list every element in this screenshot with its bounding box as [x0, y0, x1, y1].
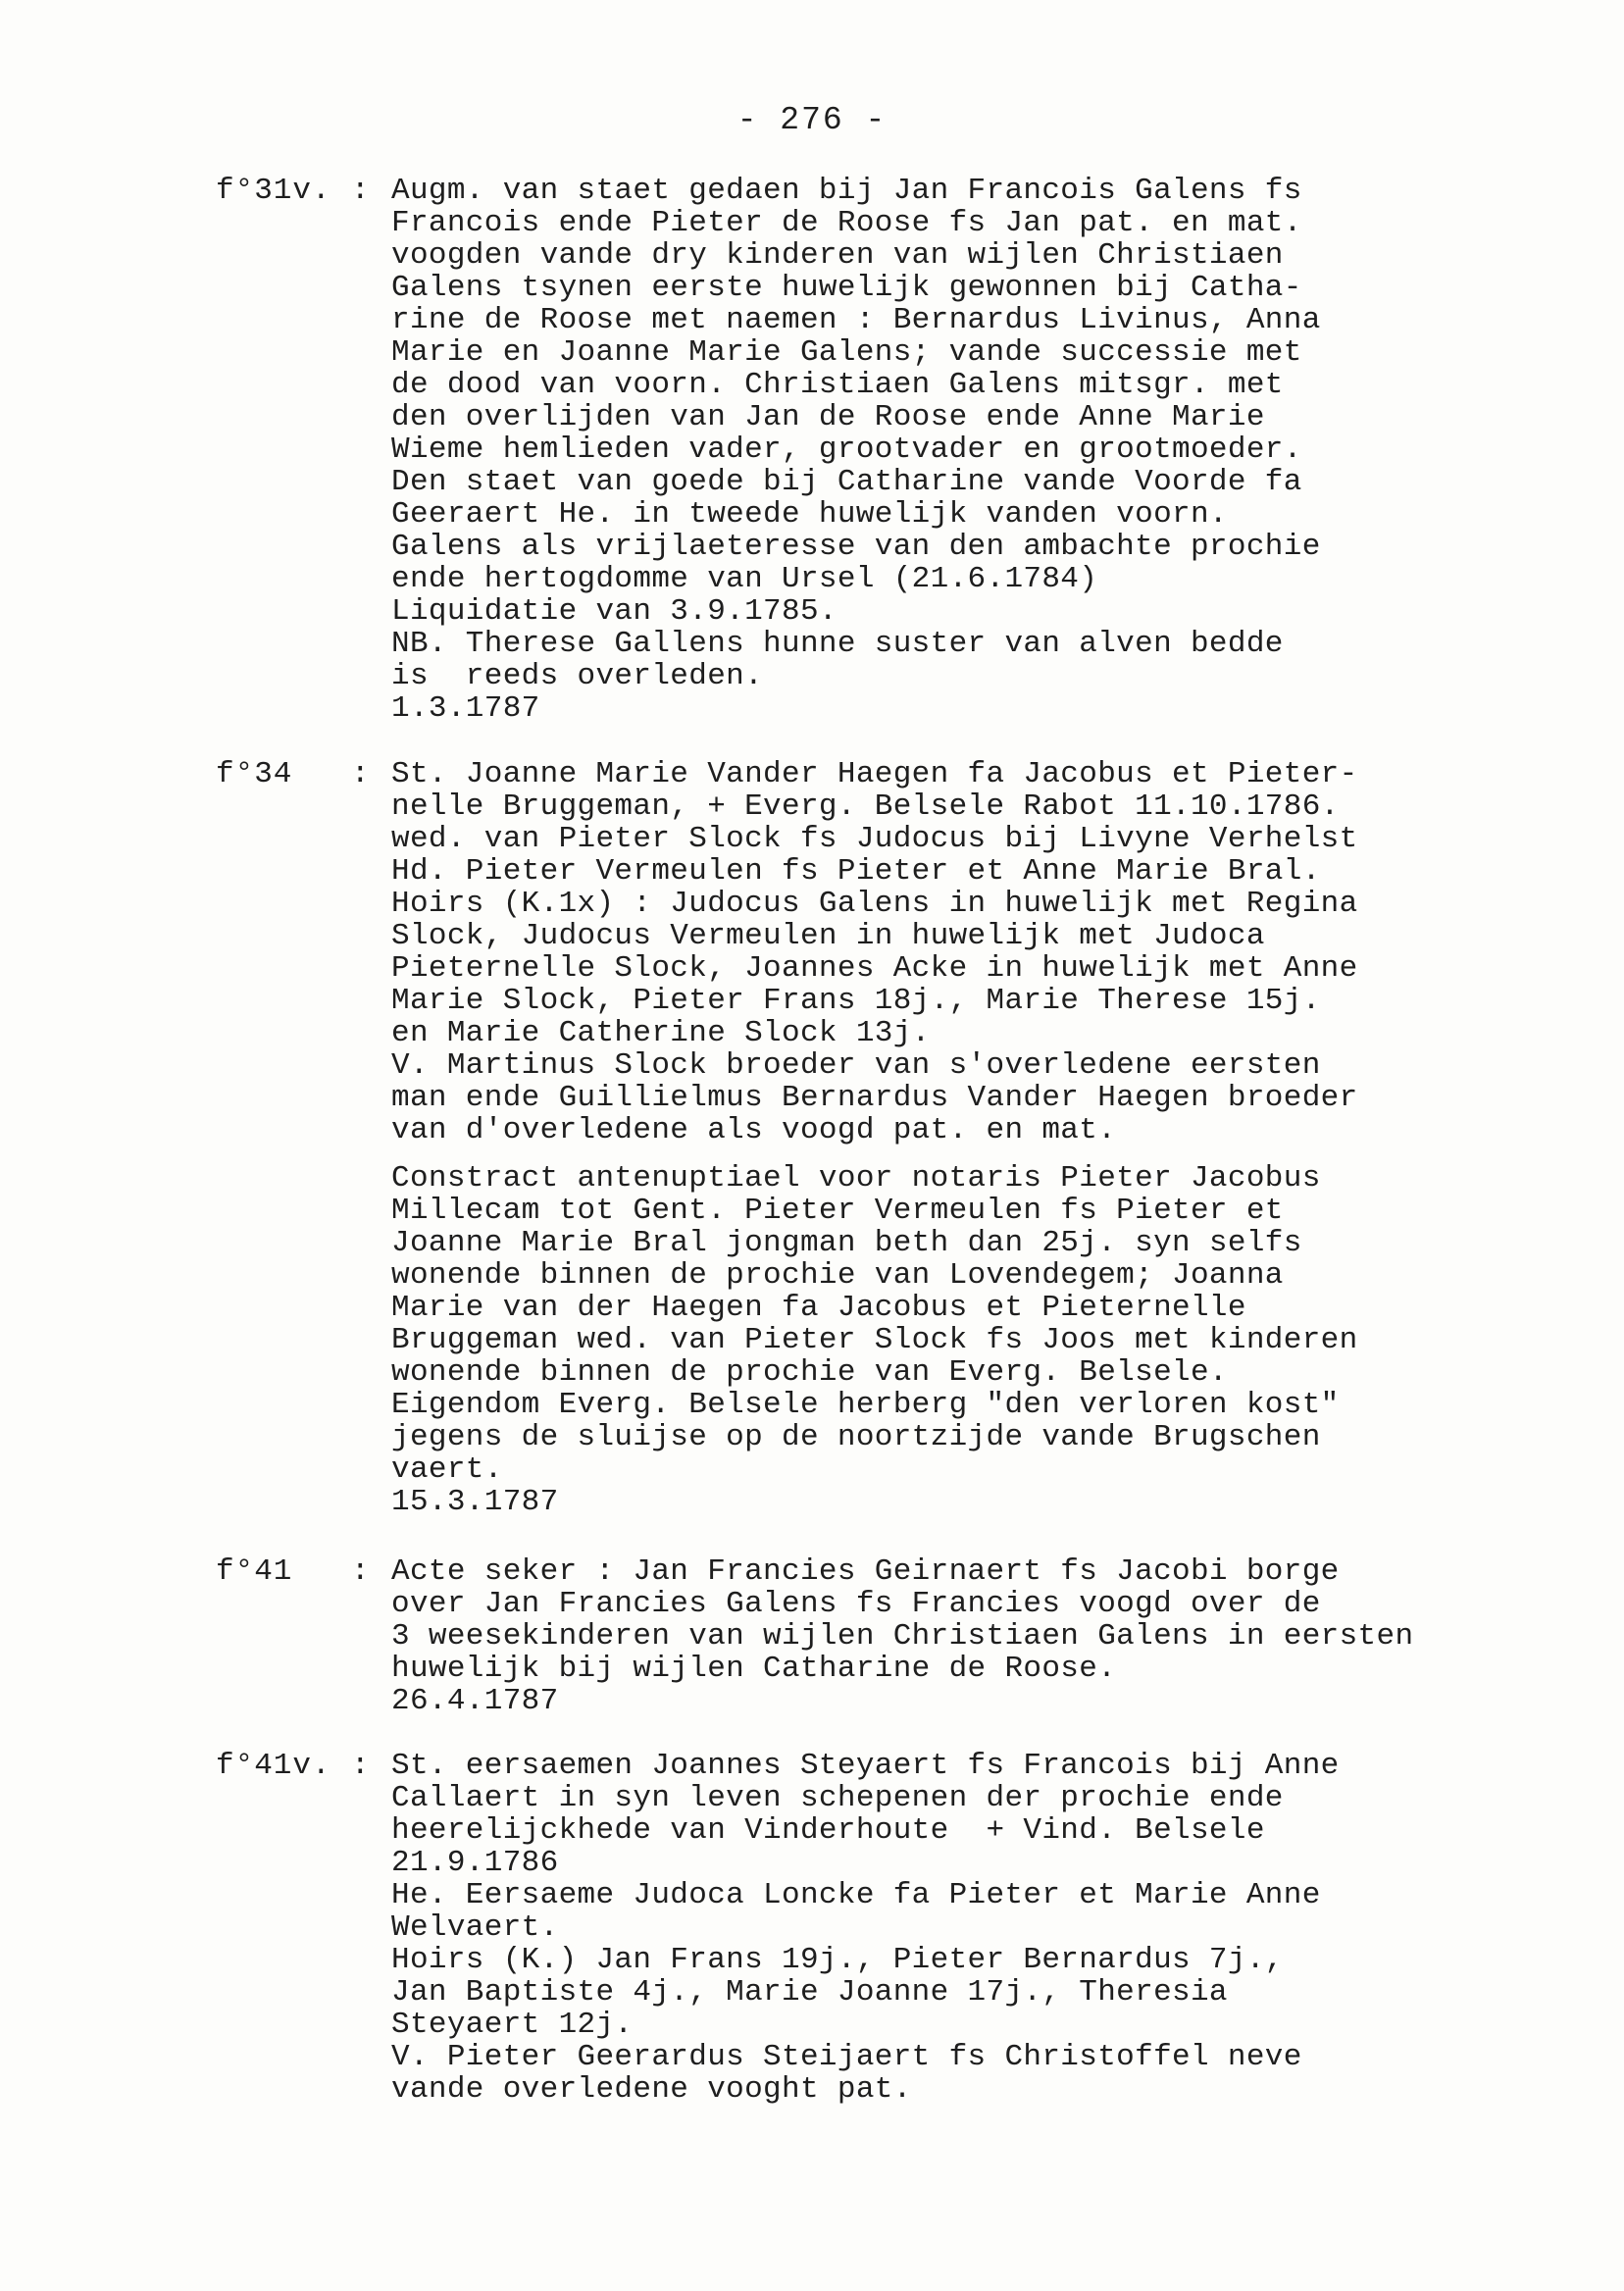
text-line: den overlijden van Jan de Roose ende Anne Marie — [391, 400, 1265, 434]
folio-separator: : — [351, 757, 370, 791]
text-line: Bruggeman wed. van Pieter Slock fs Joos met kinderen — [391, 1323, 1358, 1357]
text-line: man ende Guillielmus Bernardus Vander Haegen broeder — [391, 1081, 1358, 1115]
text-line: V. Pieter Geerardus Steijaert fs Christoffel neve — [391, 2040, 1302, 2074]
folio-separator: : — [351, 174, 370, 208]
text-line: Augm. van staet gedaen bij Jan Francois Galens fs — [391, 174, 1302, 208]
text-line: Liquidatie van 3.9.1785. — [391, 594, 837, 629]
text-line: Jan Baptiste 4j., Marie Joanne 17j., Theresia — [391, 1975, 1228, 2010]
entry-text — [391, 1555, 1413, 1717]
text-line: 15.3.1787 — [391, 1485, 559, 1519]
text-line: He. Eersaeme Judoca Loncke fa Pieter et Marie Anne — [391, 1878, 1321, 1912]
text-line: Millecam tot Gent. Pieter Vermeulen fs Pieter et — [391, 1194, 1284, 1228]
text-line: Den staet van goede bij Catharine vande Voorde fa — [391, 465, 1302, 499]
entry-text — [391, 175, 1321, 725]
text-line: 3 weesekinderen van wijlen Christiaen Galens in eersten — [391, 1619, 1414, 1654]
text-line: Geeraert He. in tweede huwelijk vanden voorn. — [391, 497, 1228, 532]
text-line: V. Martinus Slock broeder van s'overledene eersten — [391, 1048, 1321, 1083]
text-line: 1.3.1787 — [391, 691, 540, 726]
text-line: Pieternelle Slock, Joannes Acke in huwelijk met Anne — [391, 951, 1358, 986]
text-line: Marie Slock, Pieter Frans 18j., Marie Therese 15j. — [391, 984, 1321, 1018]
folio-reference: f°31v. — [216, 174, 331, 208]
text-line: Welvaert. — [391, 1910, 559, 1945]
text-line: rine de Roose met naemen : Bernardus Livinus, Anna — [391, 303, 1321, 337]
folio-separator: : — [351, 1554, 370, 1589]
folio-reference: f°41v. — [216, 1749, 331, 1783]
text-line: Galens als vrijlaeteresse van den ambachte prochie — [391, 530, 1321, 564]
text-line: Eigendom Everg. Belsele herberg "den verloren kost" — [391, 1388, 1340, 1422]
text-line: 26.4.1787 — [391, 1684, 559, 1718]
folio-separator: : — [351, 1749, 370, 1783]
text-line: St. eersaemen Joannes Steyaert fs Francois bij Anne — [391, 1749, 1340, 1783]
text-line: Wieme hemlieden vader, grootvader en grootmoeder. — [391, 433, 1302, 467]
text-line: Slock, Judocus Vermeulen in huwelijk met Judoca — [391, 919, 1265, 953]
paragraph-gap — [391, 1146, 1358, 1162]
text-line: en Marie Catherine Slock 13j. — [391, 1016, 931, 1050]
entry-text — [391, 758, 1358, 1518]
text-line: is reeds overleden. — [391, 659, 764, 693]
text-line: Marie en Joanne Marie Galens; vande successie met — [391, 335, 1302, 370]
text-line: voogden vande dry kinderen van wijlen Christiaen — [391, 238, 1284, 273]
text-line: Steyaert 12j. — [391, 2008, 634, 2042]
page-number: - 276 - — [736, 102, 888, 138]
text-line: wed. van Pieter Slock fs Judocus bij Livyne Verhelst — [391, 822, 1358, 856]
folio-reference: f°34 — [216, 757, 293, 791]
text-line: Callaert in syn leven schepenen der prochie ende — [391, 1781, 1284, 1815]
text-line: 21.9.1786 — [391, 1846, 559, 1880]
text-line: wonende binnen de prochie van Everg. Belsele. — [391, 1355, 1228, 1390]
folio-reference: f°41 — [216, 1554, 293, 1589]
text-line: Francois ende Pieter de Roose fs Jan pat. en mat. — [391, 206, 1302, 240]
text-line: Acte seker : Jan Francies Geirnaert fs Jacobi borge — [391, 1554, 1340, 1589]
text-line: Galens tsynen eerste huwelijk gewonnen bij Catha- — [391, 271, 1302, 305]
text-line: St. Joanne Marie Vander Haegen fa Jacobus et Pieter- — [391, 757, 1358, 791]
text-line: wonende binnen de prochie van Lovendegem; Joanna — [391, 1258, 1284, 1293]
text-line: jegens de sluijse op de noortzijde vande Brugschen — [391, 1420, 1321, 1454]
text-line: vaert. — [391, 1452, 503, 1487]
text-line: Marie van der Haegen fa Jacobus et Pieternelle — [391, 1291, 1246, 1325]
text-line: Constract antenuptiael voor notaris Pieter Jacobus — [391, 1161, 1321, 1196]
text-line: NB. Therese Gallens hunne suster van alven bedde — [391, 627, 1284, 661]
entry-text — [391, 1750, 1340, 2106]
text-line: heerelijckhede van Vinderhoute + Vind. Belsele — [391, 1813, 1265, 1848]
text-line: Joanne Marie Bral jongman beth dan 25j. syn selfs — [391, 1226, 1302, 1260]
text-line: huwelijk bij wijlen Catharine de Roose. — [391, 1652, 1117, 1686]
text-line: vande overledene vooght pat. — [391, 2072, 912, 2107]
text-line: Hoirs (K.) Jan Frans 19j., Pieter Bernardus 7j., — [391, 1943, 1284, 1977]
text-line: over Jan Francies Galens fs Francies voogd over de — [391, 1587, 1321, 1621]
text-line: Hoirs (K.1x) : Judocus Galens in huwelijk met Regina — [391, 887, 1358, 921]
text-line: nelle Bruggeman, + Everg. Belsele Rabot 11.10.1786. — [391, 789, 1340, 824]
text-line: de dood van voorn. Christiaen Galens mitsgr. met — [391, 368, 1284, 402]
text-line: Hd. Pieter Vermeulen fs Pieter et Anne Marie Bral. — [391, 854, 1321, 889]
text-line: van d'overledene als voogd pat. en mat. — [391, 1113, 1117, 1147]
text-line: ende hertogdomme van Ursel (21.6.1784) — [391, 562, 1098, 596]
